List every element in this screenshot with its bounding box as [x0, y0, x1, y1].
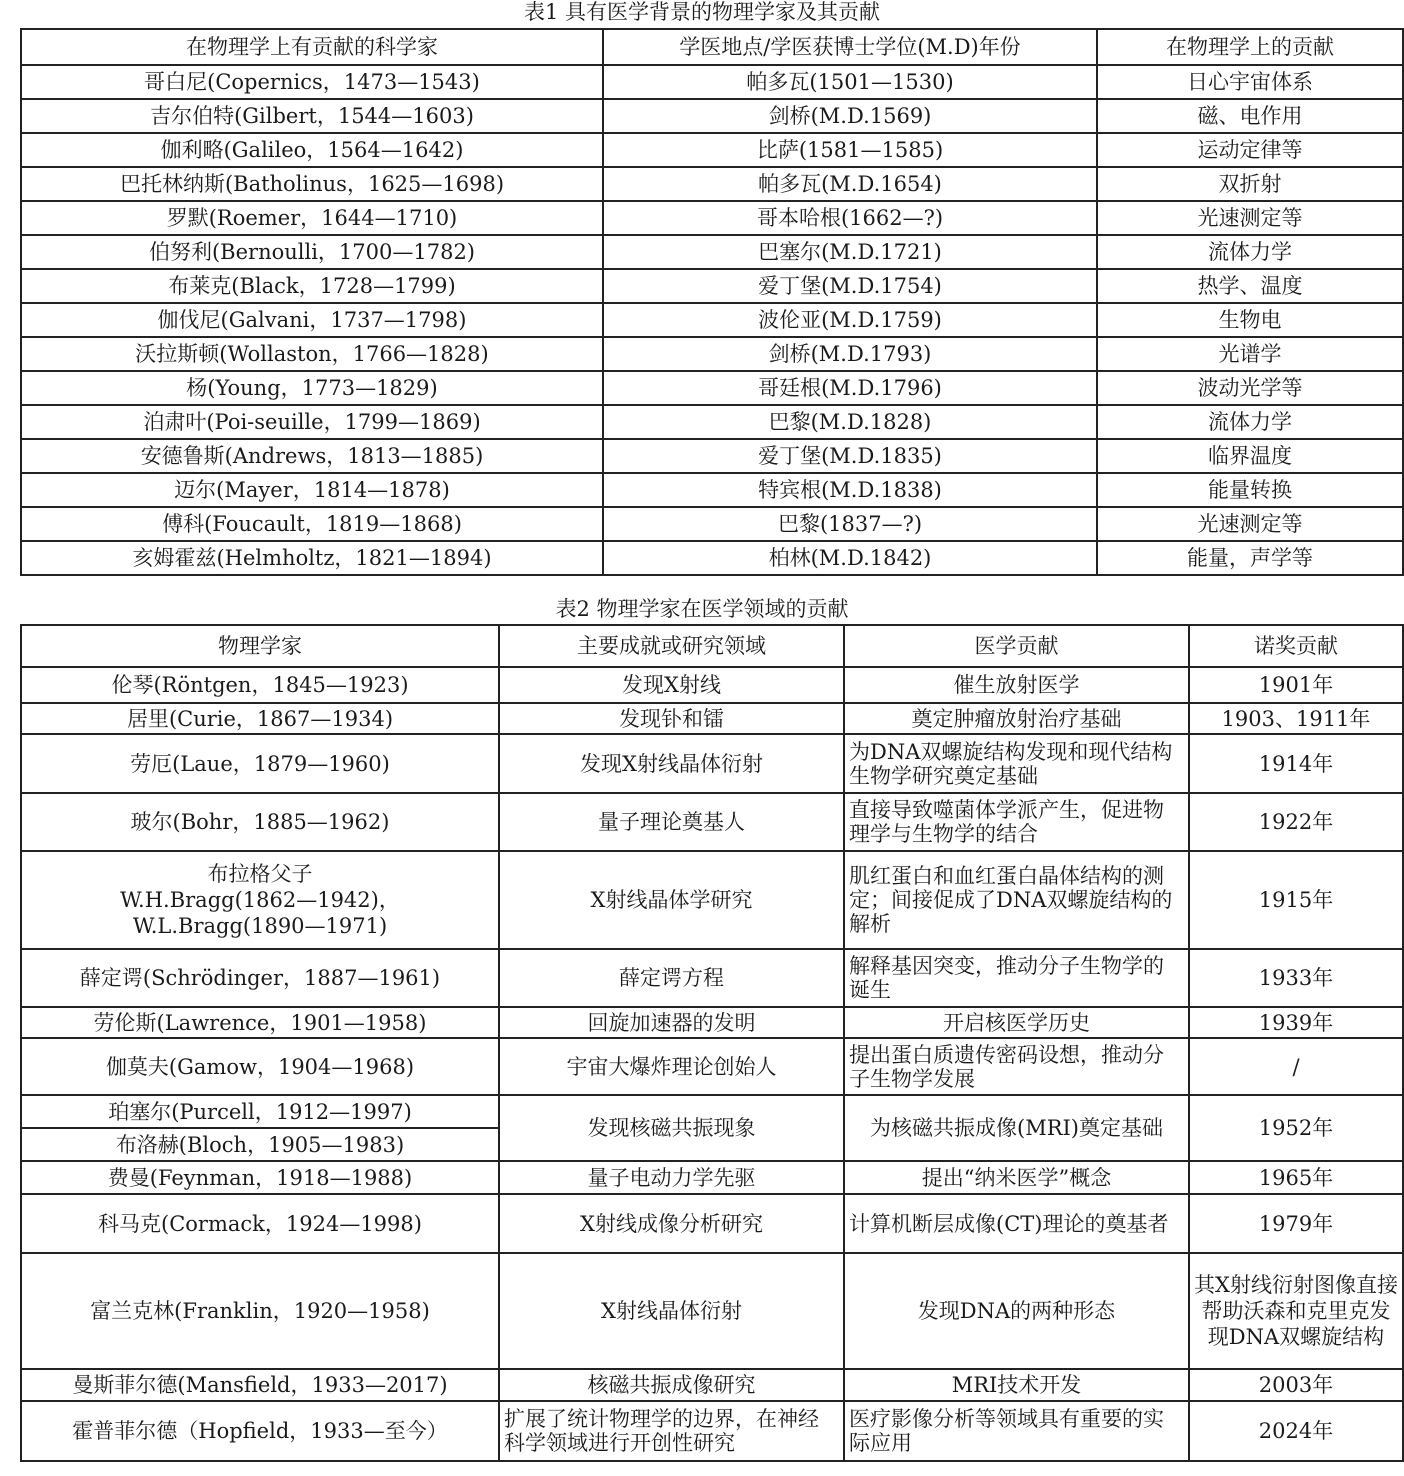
column-header: 物理学家	[21, 625, 499, 667]
physics-contribution-cell: 临界温度	[1097, 439, 1403, 473]
medical-contribution-cell: 肌红蛋白和血红蛋白晶体结构的测定；间接促成了DNA双螺旋结构的解析	[844, 851, 1189, 949]
table-row	[21, 1095, 1403, 1128]
nobel-cell: 1914年	[1189, 734, 1403, 793]
nobel-cell: 1903、1911年	[1189, 703, 1403, 734]
nobel-cell: 1915年	[1189, 851, 1403, 949]
medical-study-cell: 巴黎(1837—?)	[603, 507, 1097, 541]
physics-contribution-cell: 能量，声学等	[1097, 541, 1403, 575]
column-header: 在物理学上的贡献	[1097, 29, 1403, 65]
nobel-cell: 1933年	[1189, 949, 1403, 1007]
medical-study-cell: 爱丁堡(M.D.1754)	[603, 269, 1097, 303]
achievement-cell: 量子理论奠基人	[499, 793, 844, 851]
medical-study-cell: 哥本哈根(1662—?)	[603, 201, 1097, 235]
column-header: 学医地点/学医获博士学位(M.D)年份	[603, 29, 1097, 65]
nobel-cell: 1901年	[1189, 667, 1403, 703]
table-row	[21, 337, 1403, 371]
table-row	[21, 949, 1403, 1007]
physicist-cell: 珀塞尔(Purcell，1912—1997)	[21, 1095, 499, 1128]
scientist-cell: 罗默(Roemer，1644—1710)	[21, 201, 603, 235]
physics-contribution-cell: 光谱学	[1097, 337, 1403, 371]
physicist-cell: 伽莫夫(Gamow，1904—1968)	[21, 1038, 499, 1095]
medical-contribution-cell: 医疗影像分析等领域具有重要的实际应用	[844, 1401, 1189, 1461]
medical-contribution-cell: 催生放射医学	[844, 667, 1189, 703]
physicist-cell: 科马克(Cormack，1924—1998)	[21, 1194, 499, 1253]
column-header: 医学贡献	[844, 625, 1189, 667]
column-header: 在物理学上有贡献的科学家	[21, 29, 603, 65]
achievement-cell: 发现X射线	[499, 667, 844, 703]
medical-study-cell: 剑桥(M.D.1569)	[603, 99, 1097, 133]
scientist-cell: 伯努利(Bernoulli，1700—1782)	[21, 235, 603, 269]
physicist-cell: 布洛赫(Bloch，1905—1983)	[21, 1128, 499, 1161]
nobel-cell: 1922年	[1189, 793, 1403, 851]
nobel-cell: 其X射线衍射图像直接帮助沃森和克里克发现DNA双螺旋结构	[1189, 1253, 1403, 1369]
medical-study-cell: 帕多瓦(1501—1530)	[603, 65, 1097, 99]
physicist-cell: 费曼(Feynman，1918—1988)	[21, 1161, 499, 1194]
table-row	[21, 667, 1403, 703]
medical-contribution-cell: 提出蛋白质遗传密码设想，推动分子生物学发展	[844, 1038, 1189, 1095]
table-header-row	[21, 625, 1403, 667]
table-row	[21, 133, 1403, 167]
scientist-cell: 泊肃叶(Poi-seuille，1799—1869)	[21, 405, 603, 439]
physics-contribution-cell: 磁、电作用	[1097, 99, 1403, 133]
scientist-cell: 傅科(Foucault，1819—1868)	[21, 507, 603, 541]
physicist-cell: 居里(Curie，1867—1934)	[21, 703, 499, 734]
table-row	[21, 167, 1403, 201]
table2-caption: 表2 物理学家在医学领域的贡献	[555, 597, 849, 621]
physics-contribution-cell: 运动定律等	[1097, 133, 1403, 167]
medical-study-cell: 剑桥(M.D.1793)	[603, 337, 1097, 371]
physicist-cell: 曼斯菲尔德(Mansfield，1933—2017)	[21, 1369, 499, 1401]
table-row	[21, 405, 1403, 439]
physics-contribution-cell: 热学、温度	[1097, 269, 1403, 303]
scientist-cell: 安德鲁斯(Andrews，1813—1885)	[21, 439, 603, 473]
medical-contribution-cell: 解释基因突变，推动分子生物学的诞生	[844, 949, 1189, 1007]
physicist-cell: 薛定谔(Schrödinger，1887—1961)	[21, 949, 499, 1007]
medical-study-cell: 比萨(1581—1585)	[603, 133, 1097, 167]
medical-study-cell: 特宾根(M.D.1838)	[603, 473, 1097, 507]
scientist-cell: 布莱克(Black，1728—1799)	[21, 269, 603, 303]
medical-contribution-cell: 发现DNA的两种形态	[844, 1253, 1189, 1369]
scientist-cell: 迈尔(Mayer，1814—1878)	[21, 473, 603, 507]
achievement-cell: 发现X射线晶体衍射	[499, 734, 844, 793]
table-row	[21, 1369, 1403, 1401]
medical-contribution-cell: 奠定肿瘤放射治疗基础	[844, 703, 1189, 734]
scientist-cell: 巴托林纳斯(Batholinus，1625—1698)	[21, 167, 603, 201]
achievement-cell: X射线晶体衍射	[499, 1253, 844, 1369]
physics-contribution-cell: 流体力学	[1097, 235, 1403, 269]
table-row	[21, 269, 1403, 303]
table-row	[21, 851, 1403, 949]
scientist-cell: 哥白尼(Copernics，1473—1543)	[21, 65, 603, 99]
physics-contribution-cell: 双折射	[1097, 167, 1403, 201]
medical-contribution-cell: 为DNA双螺旋结构发现和现代结构生物学研究奠定基础	[844, 734, 1189, 793]
column-header: 诺奖贡献	[1189, 625, 1403, 667]
table-row	[21, 1038, 1403, 1095]
table-row	[21, 439, 1403, 473]
physics-contribution-cell: 日心宇宙体系	[1097, 65, 1403, 99]
medical-study-cell: 巴黎(M.D.1828)	[603, 405, 1097, 439]
table-row	[21, 235, 1403, 269]
medical-study-cell: 帕多瓦(M.D.1654)	[603, 167, 1097, 201]
table-row	[21, 99, 1403, 133]
table-row	[21, 734, 1403, 793]
achievement-cell: 发现核磁共振现象	[499, 1095, 844, 1161]
medical-study-cell: 爱丁堡(M.D.1835)	[603, 439, 1097, 473]
medical-study-cell: 波伦亚(M.D.1759)	[603, 303, 1097, 337]
nobel-cell: 2024年	[1189, 1401, 1403, 1461]
physicist-cell: 霍普菲尔德（Hopfield，1933—至今）	[21, 1401, 499, 1461]
physics-contribution-cell: 生物电	[1097, 303, 1403, 337]
table1-scientists-with-medical-background	[20, 28, 1404, 576]
table-header-row	[21, 29, 1403, 65]
table-row	[21, 1194, 1403, 1253]
achievement-cell: 回旋加速器的发明	[499, 1007, 844, 1038]
nobel-cell: 1952年	[1189, 1095, 1403, 1161]
physicist-cell: 劳伦斯(Lawrence，1901—1958)	[21, 1007, 499, 1038]
achievement-cell: 量子电动力学先驱	[499, 1161, 844, 1194]
table-row	[21, 1007, 1403, 1038]
medical-contribution-cell: 直接导致噬菌体学派产生，促进物理学与生物学的结合	[844, 793, 1189, 851]
scientist-cell: 吉尔伯特(Gilbert，1544—1603)	[21, 99, 603, 133]
nobel-cell: 1965年	[1189, 1161, 1403, 1194]
nobel-cell: 1939年	[1189, 1007, 1403, 1038]
table1-caption: 表1 具有医学背景的物理学家及其贡献	[523, 0, 881, 24]
table-row	[21, 303, 1403, 337]
achievement-cell: 扩展了统计物理学的边界，在神经科学领域进行开创性研究	[499, 1401, 844, 1461]
table-row	[21, 703, 1403, 734]
scientist-cell: 伽利略(Galileo，1564—1642)	[21, 133, 603, 167]
scientist-cell: 杨(Young，1773—1829)	[21, 371, 603, 405]
physics-contribution-cell: 波动光学等	[1097, 371, 1403, 405]
medical-contribution-cell: 开启核医学历史	[844, 1007, 1189, 1038]
physics-contribution-cell: 光速测定等	[1097, 507, 1403, 541]
physicist-cell: 玻尔(Bohr，1885—1962)	[21, 793, 499, 851]
achievement-cell: 发现钋和镭	[499, 703, 844, 734]
table-row	[21, 541, 1403, 575]
scientist-cell: 沃拉斯顿(Wollaston，1766—1828)	[21, 337, 603, 371]
table-row	[21, 1161, 1403, 1194]
scientist-cell: 亥姆霍兹(Helmholtz，1821—1894)	[21, 541, 603, 575]
achievement-cell: 核磁共振成像研究	[499, 1369, 844, 1401]
achievement-cell: X射线晶体学研究	[499, 851, 844, 949]
column-header: 主要成就或研究领域	[499, 625, 844, 667]
physicist-cell: 富兰克林(Franklin，1920—1958)	[21, 1253, 499, 1369]
medical-contribution-cell: 提出“纳米医学”概念	[844, 1161, 1189, 1194]
table-row	[21, 65, 1403, 99]
table-row	[21, 371, 1403, 405]
physicist-cell: 劳厄(Laue，1879—1960)	[21, 734, 499, 793]
medical-study-cell: 哥廷根(M.D.1796)	[603, 371, 1097, 405]
physics-contribution-cell: 光速测定等	[1097, 201, 1403, 235]
medical-contribution-cell: 计算机断层成像(CT)理论的奠基者	[844, 1194, 1189, 1253]
physicist-cell: 伦琴(Röntgen，1845—1923)	[21, 667, 499, 703]
scientist-cell: 伽伐尼(Galvani，1737—1798)	[21, 303, 603, 337]
achievement-cell: 宇宙大爆炸理论创始人	[499, 1038, 844, 1095]
table-row	[21, 1253, 1403, 1369]
nobel-cell: /	[1189, 1038, 1403, 1095]
table-row	[21, 793, 1403, 851]
medical-contribution-cell: 为核磁共振成像(MRI)奠定基础	[844, 1095, 1189, 1161]
nobel-cell: 2003年	[1189, 1369, 1403, 1401]
nobel-cell: 1979年	[1189, 1194, 1403, 1253]
medical-study-cell: 巴塞尔(M.D.1721)	[603, 235, 1097, 269]
table-row	[21, 201, 1403, 235]
table2-physicists-medical-contributions	[20, 624, 1404, 1462]
physicist-cell: 布拉格父子 W.H.Bragg(1862—1942)， W.L.Bragg(1890—1971)	[21, 851, 499, 949]
medical-study-cell: 柏林(M.D.1842)	[603, 541, 1097, 575]
achievement-cell: 薛定谔方程	[499, 949, 844, 1007]
medical-contribution-cell: MRI技术开发	[844, 1369, 1189, 1401]
table-row	[21, 1401, 1403, 1461]
physics-contribution-cell: 能量转换	[1097, 473, 1403, 507]
table-row	[21, 473, 1403, 507]
achievement-cell: X射线成像分析研究	[499, 1194, 844, 1253]
table-row	[21, 507, 1403, 541]
physics-contribution-cell: 流体力学	[1097, 405, 1403, 439]
